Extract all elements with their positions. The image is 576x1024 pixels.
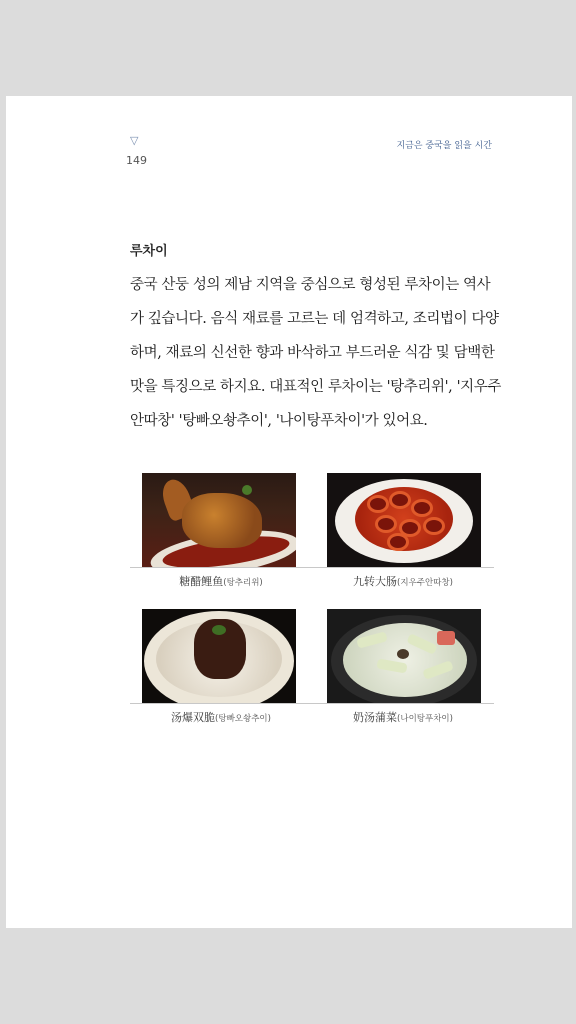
dish-name-korean: (탕추리위) [223, 578, 263, 588]
caption-divider [130, 703, 312, 704]
dish-photo-braised-intestines [327, 473, 481, 567]
body-paragraph: 중국 산둥 성의 제남 지역을 중심으로 형성된 루차이는 역사가 깊습니다. 음식 재료를 고르는 데 엄격하고, 조리법이 다양하며, 재료의 신선한 향과 바삭하고 부드러운 식감 및 담백한 맛을 특징으로 하지요. 대표적인 루차이는 '탕추리위', '지우주안따창' '탕빠오솽추이', '나이탕푸차이'가 있어요. [130, 277, 501, 429]
dish-name-korean: (지우주안따창) [397, 578, 453, 588]
dish-caption-3 [130, 709, 312, 725]
dish-figure-4 [312, 609, 494, 725]
page-number: 149 [126, 154, 147, 167]
dish-photo-sweet-sour-carp [142, 473, 296, 567]
dish-name-korean: (탕빠오솽추이) [215, 714, 271, 724]
dish-name-korean: (나이탕푸차이) [397, 714, 453, 724]
dish-figure-3 [130, 609, 312, 725]
dish-name-chinese: 汤爆双脆 [171, 711, 216, 724]
book-page [6, 96, 572, 928]
dish-photo-milky-soup-cattail [327, 609, 481, 703]
dish-caption-1 [130, 573, 312, 589]
caption-divider [312, 703, 494, 704]
caption-divider [130, 567, 312, 568]
bookmark-marker-icon: ▽ [130, 134, 139, 147]
dish-name-chinese: 九转大肠 [353, 575, 398, 588]
dish-caption-4 [312, 709, 494, 725]
dish-name-chinese: 糖醋鲤鱼 [179, 575, 224, 588]
dish-name-chinese: 奶汤蒲菜 [353, 711, 398, 724]
dish-figure-1 [130, 473, 312, 589]
running-head: 지금은 중국을 읽을 시간 [396, 141, 492, 151]
section-title: 루차이 [130, 244, 168, 259]
dish-caption-2 [312, 573, 494, 589]
dish-photo-quick-fried-tripe [142, 609, 296, 703]
dish-figure-2 [312, 473, 494, 589]
caption-divider [312, 567, 494, 568]
